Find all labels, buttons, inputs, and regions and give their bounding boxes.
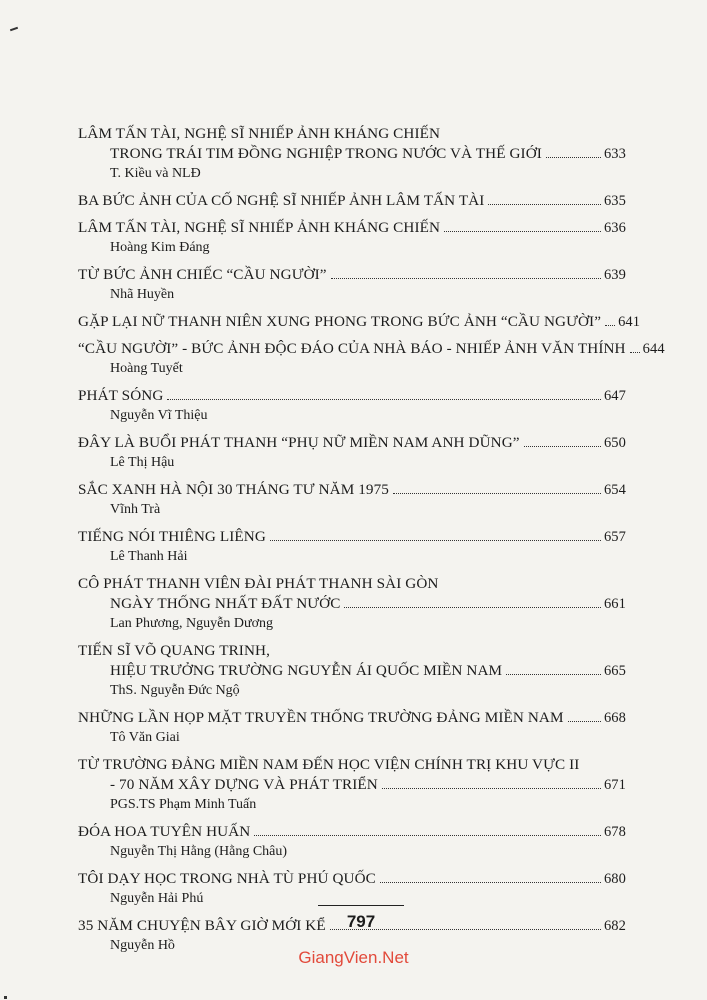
- toc-title: NGÀY THỐNG NHẤT ĐẤT NƯỚC: [110, 595, 341, 612]
- toc-author: Nhã Huyền: [110, 287, 175, 302]
- toc-title: 35 NĂM CHUYỆN BÂY GIỜ MỚI KỂ: [78, 917, 326, 934]
- toc-title: TIẾNG NÓI THIÊNG LIÊNG: [78, 528, 266, 545]
- toc-title: LÂM TẤN TÀI, NGHỆ SĨ NHIẾP ẢNH KHÁNG CHIẾN: [78, 219, 441, 236]
- toc-title-line: [78, 265, 626, 285]
- toc-author: Lê Thanh Hải: [110, 549, 188, 564]
- toc-page-number: 657: [603, 529, 626, 545]
- toc-author: ThS. Nguyễn Đức Ngộ: [110, 683, 240, 698]
- toc-title: TÔI DẠY HỌC TRONG NHÀ TÙ PHÚ QUỐC: [78, 870, 376, 887]
- dot-leader: [380, 882, 601, 883]
- toc-title: GẶP LẠI NỮ THANH NIÊN XUNG PHONG TRONG BỨC ẢNH “CẦU NGƯỜI”: [78, 313, 602, 330]
- toc-author: PGS.TS Phạm Minh Tuấn: [110, 797, 257, 812]
- toc-title: HIỆU TRƯỞNG TRƯỜNG NGUYỄN ÁI QUỐC MIỀN NAM: [110, 662, 503, 679]
- toc-author: T. Kiều và NLĐ: [110, 166, 201, 181]
- toc-page-number: 671: [603, 777, 626, 793]
- toc-page-number: 680: [603, 871, 626, 887]
- toc-entry: [78, 480, 626, 520]
- toc-author: Nguyễn Hồ: [110, 938, 175, 953]
- scan-speck: [4, 996, 7, 999]
- toc-entry: [78, 191, 626, 211]
- dot-leader: [393, 493, 601, 494]
- toc-author: Nguyễn Vĩ Thiệu: [110, 408, 208, 423]
- toc-entry: [78, 822, 626, 862]
- toc-title: TỪ TRƯỜNG ĐẢNG MIỀN NAM ĐẾN HỌC VIỆN CHÍNH TRỊ KHU VỰC II: [78, 756, 580, 773]
- dot-leader: [630, 352, 640, 353]
- toc-entry: [78, 218, 626, 258]
- toc-entry: [78, 755, 626, 815]
- toc-author: Hoàng Tuyết: [110, 361, 183, 376]
- toc-title-line: [78, 775, 626, 795]
- dot-leader: [524, 446, 601, 447]
- toc-page-number: 639: [603, 267, 626, 283]
- toc-title-line: [78, 124, 626, 144]
- toc-author: Nguyễn Thị Hằng (Hằng Châu): [110, 844, 288, 859]
- toc-entry: [78, 433, 626, 473]
- watermark: GiangVien.Net: [298, 948, 409, 967]
- dot-leader: [444, 231, 601, 232]
- toc-title: NHỮNG LẦN HỌP MẶT TRUYỀN THỐNG TRƯỜNG ĐẢNG MIỀN NAM: [78, 709, 564, 726]
- toc-title-line: [78, 574, 626, 594]
- dot-leader: [488, 204, 600, 205]
- toc-title-line: [78, 527, 626, 547]
- toc-title-line: [78, 218, 626, 238]
- toc-page-number: 644: [642, 341, 665, 357]
- toc-author: Nguyễn Hải Phú: [110, 891, 204, 906]
- toc-title-line: [78, 433, 626, 453]
- toc-author: Lê Thị Hậu: [110, 455, 175, 470]
- toc-title-line: [78, 386, 626, 406]
- toc-title: PHÁT SÓNG: [78, 387, 164, 404]
- toc-page-number: 650: [603, 435, 626, 451]
- dot-leader: [568, 721, 601, 722]
- toc-entry: [78, 312, 641, 332]
- toc-title-line: [78, 594, 626, 614]
- toc-author: Tô Văn Giai: [110, 730, 180, 745]
- toc-entry: [78, 869, 626, 909]
- toc-entry: [78, 386, 626, 426]
- toc-title: - 70 NĂM XÂY DỰNG VÀ PHÁT TRIỂN: [110, 776, 378, 793]
- toc-title: ĐÓA HOA TUYÊN HUẤN: [78, 823, 251, 840]
- toc-page-number: 635: [603, 193, 626, 209]
- toc-entry: [78, 265, 626, 305]
- toc-title: BA BỨC ẢNH CỦA CỐ NGHỆ SĨ NHIẾP ẢNH LÂM TẤN TÀI: [78, 192, 485, 209]
- toc-title: CÔ PHÁT THANH VIÊN ĐÀI PHÁT THANH SÀI GÒN: [78, 575, 439, 592]
- toc-title-line: [78, 312, 641, 332]
- toc-title-line: [78, 339, 665, 359]
- toc-title-line: [78, 661, 626, 681]
- toc-title-line: [78, 708, 626, 728]
- toc-page-number: 678: [603, 824, 626, 840]
- scan-mark: [10, 27, 18, 32]
- toc-title-line: [78, 869, 626, 889]
- toc-author: Lan Phương, Nguyễn Dương: [110, 616, 273, 631]
- footer-rule: [318, 905, 404, 906]
- toc-title: LÂM TẤN TÀI, NGHỆ SĨ NHIẾP ẢNH KHÁNG CHIẾN: [78, 125, 441, 142]
- toc-title: ĐÂY LÀ BUỔI PHÁT THANH “PHỤ NỮ MIỀN NAM ANH DŨNG”: [78, 434, 520, 451]
- toc-page-number: 647: [603, 388, 626, 404]
- toc-author: Vĩnh Trà: [110, 502, 161, 517]
- toc-entry: [78, 527, 626, 567]
- toc-title: “CẦU NGƯỜI” - BỨC ẢNH ĐỘC ĐÁO CỦA NHÀ BÁO - NHIẾP ẢNH VĂN THÍNH: [78, 340, 626, 357]
- table-of-contents: [78, 124, 665, 963]
- toc-page-number: 641: [618, 314, 641, 330]
- page-number: 797: [346, 912, 376, 931]
- toc-title-line: [78, 191, 626, 211]
- toc-title-line: [78, 144, 626, 164]
- toc-title: TIẾN SĨ VÕ QUANG TRINH,: [78, 642, 270, 659]
- toc-title-line: [78, 822, 626, 842]
- toc-title: TỪ BỨC ẢNH CHIẾC “CẦU NGƯỜI”: [78, 266, 327, 283]
- dot-leader: [167, 399, 601, 400]
- dot-leader: [331, 278, 601, 279]
- toc-title: TRONG TRÁI TIM ĐỒNG NGHIỆP TRONG NƯỚC VÀ THẾ GIỚI: [110, 145, 542, 162]
- dot-leader: [344, 607, 600, 608]
- dot-leader: [546, 157, 601, 158]
- toc-author: Hoàng Kim Đáng: [110, 240, 210, 255]
- toc-page-number: 633: [603, 146, 626, 162]
- dot-leader: [254, 835, 601, 836]
- dot-leader: [382, 788, 601, 789]
- toc-title-line: [78, 755, 626, 775]
- toc-entry: [78, 339, 665, 379]
- toc-page-number: 661: [603, 596, 626, 612]
- toc-title: SẮC XANH HÀ NỘI 30 THÁNG TƯ NĂM 1975: [78, 481, 389, 498]
- toc-entry: [78, 641, 626, 701]
- toc-page-number: 636: [603, 220, 626, 236]
- dot-leader: [270, 540, 601, 541]
- dot-leader: [506, 674, 601, 675]
- toc-title-line: [78, 641, 626, 661]
- toc-page-number: 654: [603, 482, 626, 498]
- toc-entry: [78, 708, 626, 748]
- dot-leader: [605, 325, 615, 326]
- toc-entry: [78, 574, 626, 634]
- toc-page-number: 665: [603, 663, 626, 679]
- toc-page-number: 668: [603, 710, 626, 726]
- toc-entry: [78, 124, 626, 184]
- toc-title-line: [78, 480, 626, 500]
- toc-page-number: 682: [603, 918, 626, 934]
